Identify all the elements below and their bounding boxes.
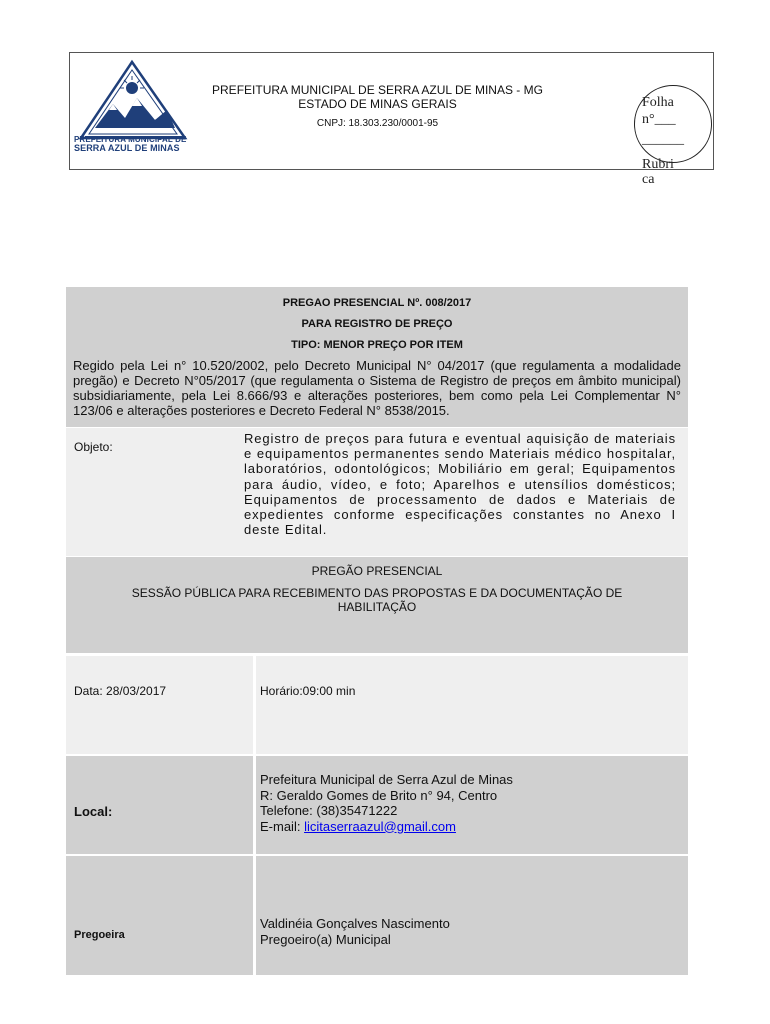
seal-line-2: n°___ — [642, 112, 676, 127]
seal-line-1: Folha — [642, 95, 674, 110]
pregoeira-name: Valdinéia Gonçalves Nascimento — [260, 916, 450, 931]
local-email-line — [260, 819, 513, 835]
pregoeira-details — [260, 916, 450, 947]
objeto-text: Registro de preços para futura e eventual aquisição de materiais e equipamentos permanentes sendo Materiais médico hospitalar, laboratórios, odontológicos; Mobiliário em geral; Equipamentos para áudio, vídeo, e foto; Aparelhos e utensílios domésticos; Equipamentos de processamento de dados e Materiais de expedientes conforme especificações constantes no Anexo I deste Edital. — [244, 431, 676, 538]
local-row — [66, 756, 688, 854]
data-value: Data: 28/03/2017 — [74, 684, 167, 698]
logo-line-2: SERRA AZUL DE MINAS — [74, 143, 180, 153]
data-row — [66, 656, 688, 754]
sessao-text: SESSÃO PÚBLICA PARA RECEBIMENTO DAS PROPOSTAS E DA DOCUMENTAÇÃO DE HABILITAÇÃO — [131, 586, 623, 614]
edital-regido: Regido pela Lei n° 10.520/2002, pelo Decreto Municipal N° 04/2017 (que regulamenta a modalidade pregão) e Decreto N°05/2017 (que regulamenta o Sistema de Registro de preços em âmbito municipal) subsidiariamente, pela Lei 8.666/93 e alterações posteriores, bem como pela Lei Complementar N° 123/06 e alterações posteriores e Decreto Federal N° 8538/2015. — [73, 358, 681, 418]
email-prefix: E-mail: — [260, 818, 305, 834]
pregoeira-row — [66, 856, 688, 975]
local-label: Local: — [74, 804, 113, 819]
logo-caption — [74, 135, 194, 153]
horario-value: Horário:09:00 min — [260, 684, 356, 698]
folha-seal-text — [642, 94, 717, 188]
objeto-row — [66, 428, 688, 556]
column-divider — [253, 656, 256, 754]
local-details — [260, 772, 513, 834]
local-line-3: Telefone: (38)35471222 — [260, 803, 398, 818]
header-title-line1: PREFEITURA MUNICIPAL DE SERRA AZUL DE MINAS - MG — [212, 83, 543, 97]
column-divider — [253, 856, 256, 975]
local-line-2: R: Geraldo Gomes de Brito n° 94, Centro — [260, 787, 498, 803]
seal-line-4: Rubri — [642, 157, 674, 172]
header-title-line2: ESTADO DE MINAS GERAIS — [298, 97, 457, 111]
column-divider — [253, 756, 256, 854]
header-cnpj: CNPJ: 18.303.230/0001-95 — [316, 118, 439, 129]
header-text — [190, 83, 565, 131]
edital-subtitle: PARA REGISTRO DE PREÇO — [301, 318, 453, 330]
pregoeira-role: Pregoeiro(a) Municipal — [260, 931, 391, 947]
header-box — [69, 52, 714, 170]
seal-line-3: ______ — [642, 132, 684, 147]
pregoeira-label: Pregoeira — [74, 929, 125, 941]
local-line-1: Prefeitura Municipal de Serra Azul de Minas — [260, 772, 513, 787]
seal-line-5: ca — [642, 172, 655, 187]
edital-tipo: TIPO: MENOR PREÇO POR ITEM — [291, 339, 463, 351]
objeto-label: Objeto: — [74, 440, 113, 454]
email-link[interactable]: licitaserraazul@gmail.com — [304, 818, 456, 834]
edital-title: PREGAO PRESENCIAL Nº. 008/2017 — [282, 297, 472, 309]
logo-line-1: PREFEITURA MUNICIPAL DE — [74, 135, 187, 144]
sessao-block — [66, 557, 688, 653]
edital-title-block — [66, 287, 688, 427]
sessao-title: PREGÃO PRESENCIAL — [311, 564, 443, 578]
